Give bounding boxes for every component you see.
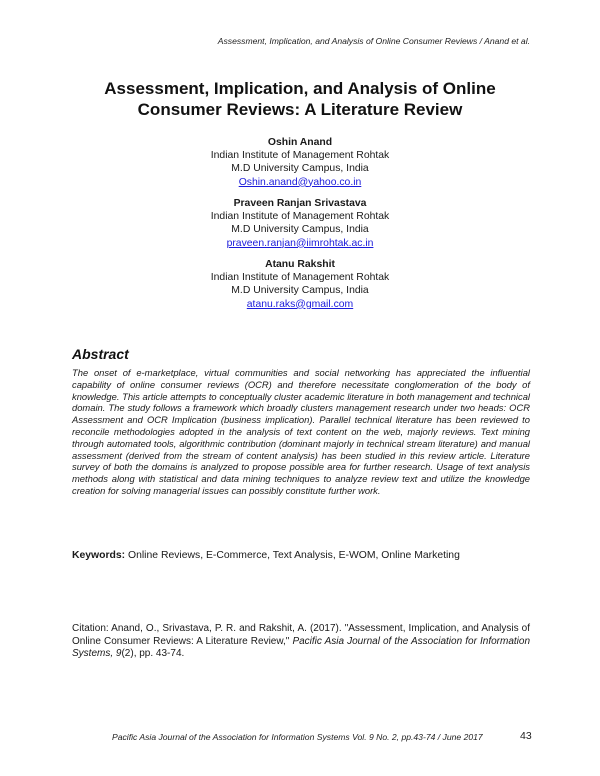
author-affiliation: Indian Institute of Management Rohtak xyxy=(210,211,390,223)
citation-volume: 9 xyxy=(115,648,122,660)
citation-prefix: Citation: Anand, O., Srivastava, P. R. and Rakshit, A. (2017). "Assessment, Implication, and Analysis of Online Consumer Reviews: A Literature Review," xyxy=(72,623,530,647)
author-name: Atanu Rakshit xyxy=(265,259,335,270)
author-email-link[interactable]: Oshin.anand@yahoo.co.in xyxy=(238,176,362,188)
paper-title xyxy=(40,78,560,120)
author-block xyxy=(100,258,500,311)
author-name: Oshin Anand xyxy=(267,137,333,148)
citation-issue-pages: (2), pp. 43-74. xyxy=(121,648,185,660)
running-head: Assessment, Implication, and Analysis of Online Consumer Reviews / Anand et al. xyxy=(217,36,530,46)
author-address: M.D University Campus, India xyxy=(231,224,369,236)
page-number: 43 xyxy=(520,730,532,742)
citation xyxy=(72,623,530,661)
author-email-link[interactable]: atanu.raks@gmail.com xyxy=(246,298,354,310)
title-line-2: Consumer Reviews: A Literature Review xyxy=(137,100,463,119)
author-block xyxy=(100,136,500,189)
author-affiliation: Indian Institute of Management Rohtak xyxy=(210,272,390,284)
abstract-text: The onset of e-marketplace, virtual communities and social networking has appreciated the influential capability of online consumer reviews (OCR) and therefore necessitate conglomeration of the body of knowledge. This article attempts to conceptually cluster academic literature in both management and technical domain. The study follows a framework which broadly clusters management research under two heads: OCR Assessment and OCR Implication (business implication). Parallel technical literature has been reviewed to reconcile methodologies adopted in the analysis of text content on the web, majorly reviews. Text mining through automated tools, algorithmic contribution (dominant majorly in technical stream literature) and manual assessment (derived from the stream of content analysis) has been studied in this review article. Literature survey of both the domains is analyzed to propose possible area for further research. Usage of text analysis methods along with statistical and data mining techniques to analyze review text and utilize the knowledge creation for solving managerial issues can possibly constitute further work. xyxy=(72,367,530,496)
author-list xyxy=(100,136,500,319)
title-line-1: Assessment, Implication, and Analysis of Online xyxy=(104,79,496,98)
author-name: Praveen Ranjan Srivastava xyxy=(233,198,367,209)
keywords xyxy=(72,549,532,562)
abstract-heading: Abstract xyxy=(72,346,129,362)
keywords-label: Keywords: xyxy=(72,550,126,561)
footer-journal-line: Pacific Asia Journal of the Association for Information Systems Vol. 9 No. 2, pp.43-74 / June 2017 xyxy=(112,732,483,742)
author-email-link[interactable]: praveen.ranjan@iimrohtak.ac.in xyxy=(226,237,374,249)
author-address: M.D University Campus, India xyxy=(231,285,369,297)
keywords-text: Online Reviews, E-Commerce, Text Analysis, E-WOM, Online Marketing xyxy=(128,550,460,561)
citation-journal: Pacific Asia Journal of the Association for Information Systems, xyxy=(72,635,530,660)
author-address: M.D University Campus, India xyxy=(231,163,369,175)
author-block xyxy=(100,197,500,250)
author-affiliation: Indian Institute of Management Rohtak xyxy=(210,150,390,162)
